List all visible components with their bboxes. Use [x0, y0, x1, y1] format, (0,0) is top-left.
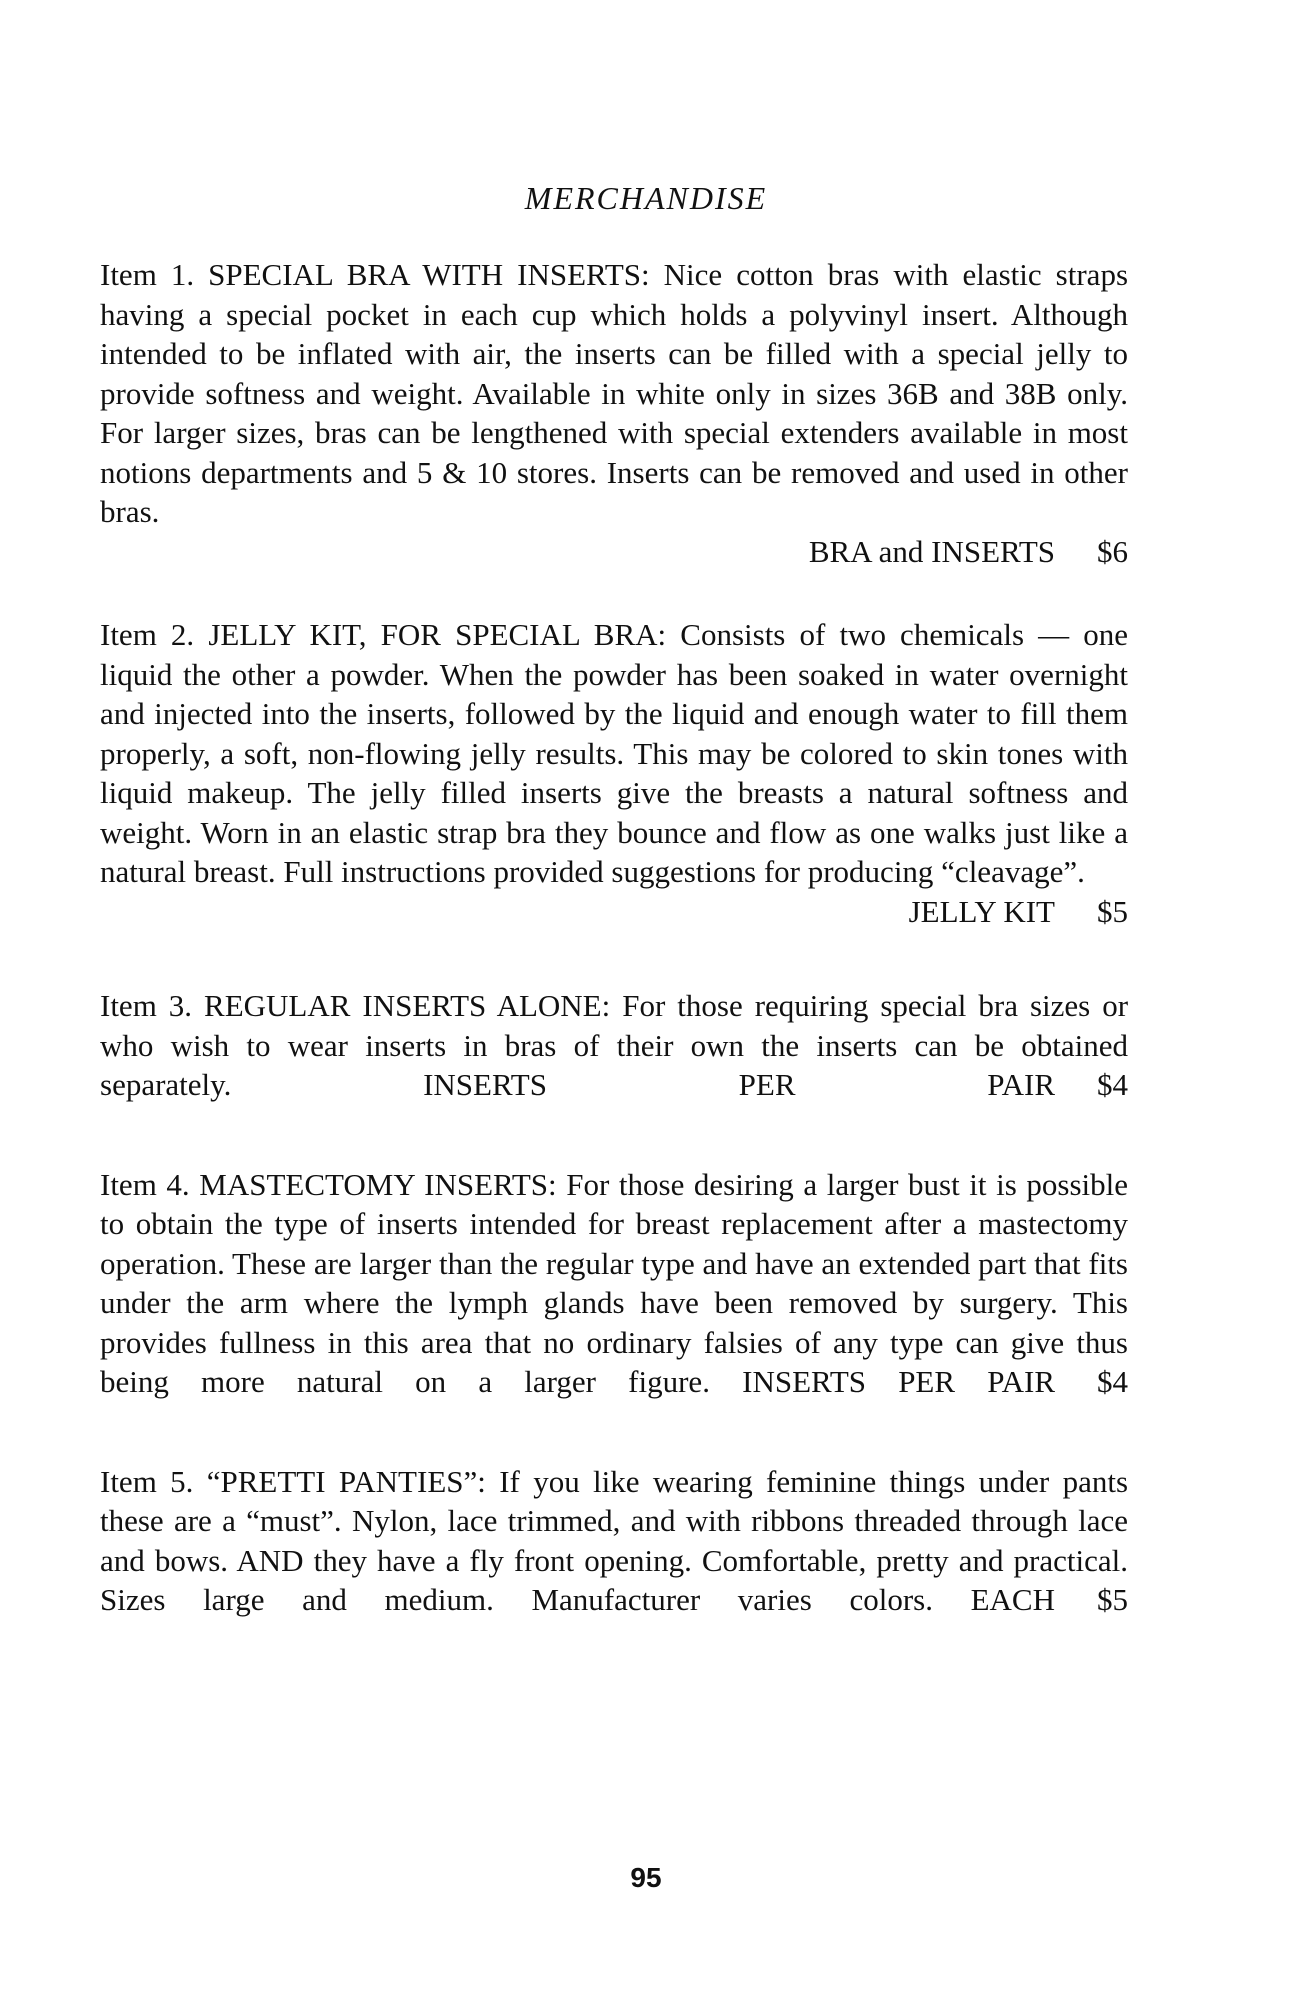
page-number: 95 — [630, 1862, 662, 1893]
merchandise-item — [100, 1462, 1128, 1620]
item-description-block — [100, 986, 1128, 1105]
price: $4 — [1097, 1364, 1129, 1399]
item-description-block — [100, 615, 1128, 892]
price-line — [100, 892, 1128, 932]
item-title: MASTECTOMY INSERTS: — [199, 1166, 557, 1202]
item-title: REGULAR INSERTS ALONE: — [204, 988, 611, 1023]
price: $5 — [1097, 893, 1128, 929]
item-description: Nice cotton bras with elastic straps having a special pocket in each cup which holds a polyvinyl insert. Although intended to be inflated with air, the inserts can be filled with a special jelly to provide softness and weight. Available in white only in sizes 36B and 38B only. For larger sizes, bras can be lengthened with special extenders available in most notions departments and 5 & 10 stores. Inserts can be removed and used in other bras. — [100, 257, 1129, 529]
price-line — [742, 1364, 1128, 1399]
item-number: Item 5. — [100, 1463, 194, 1499]
item-title: SPECIAL BRA WITH INSERTS: — [208, 257, 650, 292]
item-description-block — [100, 1165, 1128, 1402]
item-number: Item 3. — [100, 988, 193, 1023]
item-description: For those requiring special bra sizes or who wish to wear inserts in bras of their own the inserts can be obtained separately. — [100, 988, 1129, 1102]
price-line — [971, 1582, 1128, 1617]
merchandise-item — [100, 986, 1128, 1105]
merchandise-list — [100, 255, 1128, 1620]
price: $6 — [1097, 533, 1128, 569]
item-description: For those desiring a larger bust it is possible to obtain the type of inserts intended for breast replacement after a mastectomy operation. These are larger than the regular type and have an extended part that fits under the arm where the lymph glands have been removed by surgery. This provides fullness in this area that no ordinary falsies of any type can give thus being more natural on a larger figure. — [100, 1166, 1129, 1399]
item-title: “PRETTI PANTIES”: — [206, 1463, 486, 1499]
item-description-block — [100, 1462, 1128, 1620]
price-label: INSERTS PER PAIR — [423, 1067, 1056, 1102]
price: $5 — [1097, 1582, 1128, 1617]
merchandise-item — [100, 615, 1128, 931]
price: $4 — [1097, 1067, 1129, 1102]
item-number: Item 2. — [100, 617, 195, 652]
item-description-block — [100, 255, 1128, 532]
item-description: Consists of two chemicals — one liquid the other a powder. When the powder has been soaked in water overnight and injected into the inserts, followed by the liquid and enough water to fill them properly, a soft, non-flowing jelly results. This may be colored to skin tones with liquid makeup. The jelly filled inserts give the breasts a natural softness and weight. Worn in an elastic strap bra they bounce and flow as one walks just like a natural breast. Full instructions provided suggestions for producing “cleavage”. — [100, 617, 1129, 889]
price-label: JELLY KIT — [908, 893, 1055, 929]
price-line — [100, 532, 1128, 572]
item-number: Item 4. — [100, 1166, 190, 1202]
price-label: INSERTS PER PAIR — [742, 1364, 1056, 1399]
price-line — [423, 1067, 1128, 1102]
page-heading: MERCHANDISE — [524, 180, 768, 216]
merchandise-item — [100, 255, 1128, 571]
item-number: Item 1. — [100, 257, 195, 292]
price-label: BRA and INSERTS — [808, 533, 1055, 569]
merchandise-item — [100, 1165, 1128, 1402]
item-title: JELLY KIT, FOR SPECIAL BRA: — [208, 617, 667, 652]
price-label: EACH — [970, 1582, 1055, 1617]
item-description: If you like wearing feminine things under pants these are a “must”. Nylon, lace trimmed, and with ribbons threaded through lace and bows. AND they have a fly front opening. Comfortable, pretty and practical. Sizes large and medium. Manufacturer varies colors. — [100, 1463, 1129, 1617]
